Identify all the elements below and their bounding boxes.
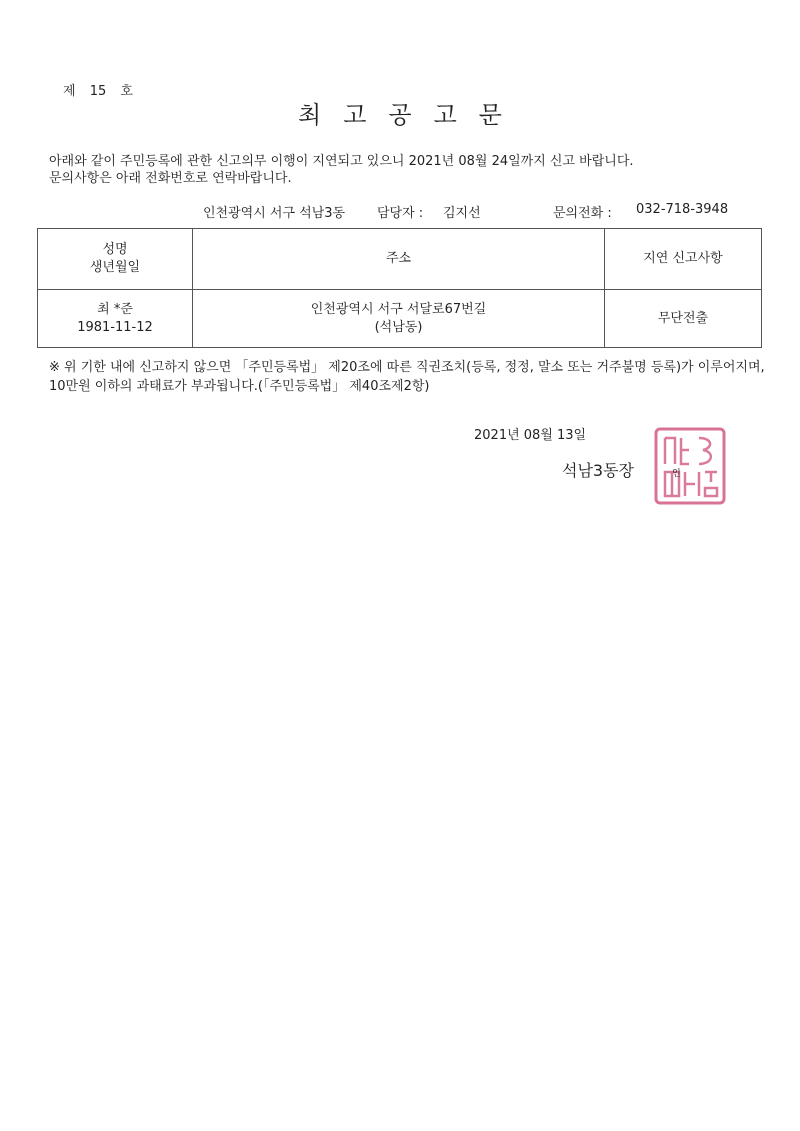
issue-date: 2021년 08월 13일 bbox=[474, 428, 587, 443]
office-name: 인천광역시 서구 석남3동 bbox=[203, 206, 346, 221]
header-name-birth bbox=[38, 229, 193, 290]
table-row bbox=[38, 290, 762, 348]
seal-mark: 인 bbox=[672, 469, 681, 479]
cell-name: 최 *준 bbox=[97, 301, 133, 317]
delinquent-table bbox=[37, 228, 762, 348]
document-number: 제 15 호 bbox=[63, 84, 133, 99]
cell-address-line1: 인천광역시 서구 서달로67번길 bbox=[310, 301, 487, 317]
cell-address-line2: (석남동) bbox=[374, 319, 423, 335]
header-address: 주소 bbox=[193, 229, 605, 290]
signer: 석남3동장 bbox=[562, 461, 635, 480]
header-delay: 지연 신고사항 bbox=[605, 229, 762, 290]
header-name: 성명 bbox=[102, 242, 128, 257]
manager-name: 김지선 bbox=[443, 206, 481, 221]
cell-delay: 무단전출 bbox=[605, 290, 762, 348]
intro-line-1: 아래와 같이 주민등록에 관한 신고의무 이행이 지연되고 있으니 2021년 08월 24일까지 신고 바랍니다. bbox=[49, 154, 634, 169]
table-header bbox=[38, 229, 762, 290]
cell-name-birth bbox=[38, 290, 193, 348]
document-title: 최고공고문 bbox=[298, 101, 524, 129]
legal-note: ※ 위 기한 내에 신고하지 않으면 「주민등록법」 제20조에 따른 직권조치(등록, 정정, 말소 또는 거주불명 등록)가 이루어지며, 10만원 이하의 과태료가 부과됩니다.(「주민등록법」 제40조제2항) bbox=[49, 360, 765, 394]
cell-birth: 1981-11-12 bbox=[77, 319, 153, 335]
manager-label: 담당자 : bbox=[377, 206, 424, 221]
official-seal-stamp bbox=[653, 426, 727, 506]
intro-line-2: 문의사항은 아래 전화번호로 연락바랍니다. bbox=[49, 171, 292, 186]
phone-number: 032-718-3948 bbox=[636, 202, 729, 217]
phone-label: 문의전화 : bbox=[553, 206, 612, 221]
header-birth: 생년월일 bbox=[89, 260, 141, 275]
cell-address bbox=[193, 290, 605, 348]
